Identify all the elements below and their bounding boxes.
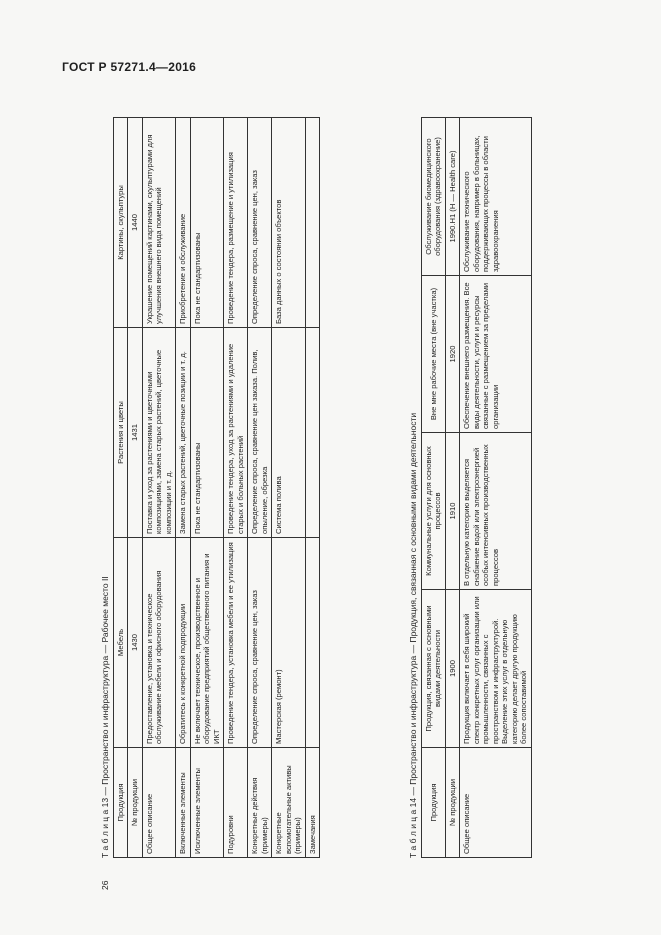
row-label: Подуровни	[224, 748, 248, 858]
table13-caption: Т а б л и ц а 13 — Пространство и инфраструктура — Рабочее место II	[100, 576, 110, 858]
table13-code: 1440	[128, 118, 142, 328]
table13-codes-label: № продукции	[128, 748, 142, 858]
table13	[113, 117, 320, 858]
table-cell: Проведение тендера, уход за растениями и удаление старых и больных растений	[224, 328, 248, 538]
page-number: 26	[100, 880, 110, 890]
table-cell: Предоставление, установка и техническое обслуживание мебели и офисного оборудования	[142, 538, 175, 748]
table13-header-product: Продукция	[114, 748, 128, 858]
table14-code: 1910	[445, 433, 459, 590]
table-cell: Система полива	[272, 328, 305, 538]
table-row	[190, 118, 223, 858]
table-cell: Определение спроса, сравнение цен, заказ	[248, 538, 272, 748]
row-label: Замечания	[305, 748, 319, 858]
table14-header-offsite: Вне мне рабочие места (вне участка)	[422, 276, 446, 433]
table-cell: Определение спроса, сравнение цен заказа. Полив, опыление, обрезка	[248, 328, 272, 538]
table14	[421, 117, 532, 858]
table-row	[460, 118, 531, 858]
table-cell: Проведение тендера, размещение и утилизация	[224, 118, 248, 328]
table-row	[142, 118, 175, 858]
table-cell: Пока не стандартизованы	[190, 118, 223, 328]
table-cell: Приобретение и обслуживание	[176, 118, 190, 328]
table13-code: 1430	[128, 538, 142, 748]
table14-header-product: Продукция	[422, 748, 446, 858]
table-row	[176, 118, 190, 858]
table-cell: Обратитесь к конкретной подпродукции	[176, 538, 190, 748]
table13-code: 1431	[128, 328, 142, 538]
table-row	[248, 118, 272, 858]
table-cell: Мастерская (ремонт)	[272, 538, 305, 748]
row-label: Общее описание	[460, 748, 531, 858]
table-cell: Обеспечение внешнего размещения. Все виды деятельности, услуги и ресурсы связанные с размещением за пределами организации	[460, 276, 531, 433]
table-cell	[305, 328, 319, 538]
table-cell: Проведение тендера, установка мебели и ее утилизация	[224, 538, 248, 748]
row-label: Исключенные элементы	[190, 748, 223, 858]
table-cell: Поставка и уход за растениями и цветочными композициями, замена старых растений, цветочные композиции и т. д.	[142, 328, 175, 538]
table-row	[305, 118, 319, 858]
table-cell: Пока не стандартизованы	[190, 328, 223, 538]
row-label: Общее описание	[142, 748, 175, 858]
document-header: ГОСТ Р 57271.4—2016	[62, 60, 197, 74]
row-label: Конкретные действия (примеры)	[248, 748, 272, 858]
table-cell: Не включает техническое, производственное и оборудование предприятий общественного питания и ИКТ	[190, 538, 223, 748]
table13-header-paintings: Картины, скульптуры	[114, 118, 128, 328]
table14-codes-label: № продукции	[445, 748, 459, 858]
table13-header-furniture: Мебель	[114, 538, 128, 748]
table14-code: 1990.Н1 (Н — Health care)	[445, 118, 459, 276]
table-cell: Продукция включает в себя широкий спектр конкретных услуг организации или промышленности, связанных с пространством и инфраструктурой. Выделение этих услуг в отдельную категорию делает другую продукцию более сопоставимой	[460, 590, 531, 748]
table-cell: Определение спроса, сравнение цен, заказ	[248, 118, 272, 328]
table14-header-utilities: Коммунальные услуги для основных процессов	[422, 433, 446, 590]
table14-caption: Т а б л и ц а 14 — Пространство и инфраструктура — Продукция, связанная с основными видами деятельности	[408, 412, 418, 858]
row-label: Конкретные вспомогательные активы (примеры)	[272, 748, 305, 858]
table14-code: 1900	[445, 590, 459, 748]
table-cell	[305, 118, 319, 328]
table-cell: Обслуживание технического оборудования, например в больницах, поддерживающих процессы в области здравоохранения	[460, 118, 531, 276]
table14-code: 1920	[445, 276, 459, 433]
table13-header-plants: Растения и цветы	[114, 328, 128, 538]
table14-header-core: Продукция, связанная с основными видами деятельности	[422, 590, 446, 748]
table-cell: Украшение помещений картинами, скульптурами для улучшения внешнего вида помещений	[142, 118, 175, 328]
table-row	[224, 118, 248, 858]
table-cell: База данных о состоянии объектов	[272, 118, 305, 328]
table-cell	[305, 538, 319, 748]
table14-header-biomedical: Обслуживание биомедицинского оборудования (здравоохранение)	[422, 118, 446, 276]
table-cell: Замена старых растений, цветочные позиции и т. д.	[176, 328, 190, 538]
table-cell: В отдельную категорию выделяется снабжение водой или электроэнергией особых интенсивных производственных процессов	[460, 433, 531, 590]
rotated-content	[90, 68, 570, 890]
table-row	[272, 118, 305, 858]
row-label: Включенные элементы	[176, 748, 190, 858]
